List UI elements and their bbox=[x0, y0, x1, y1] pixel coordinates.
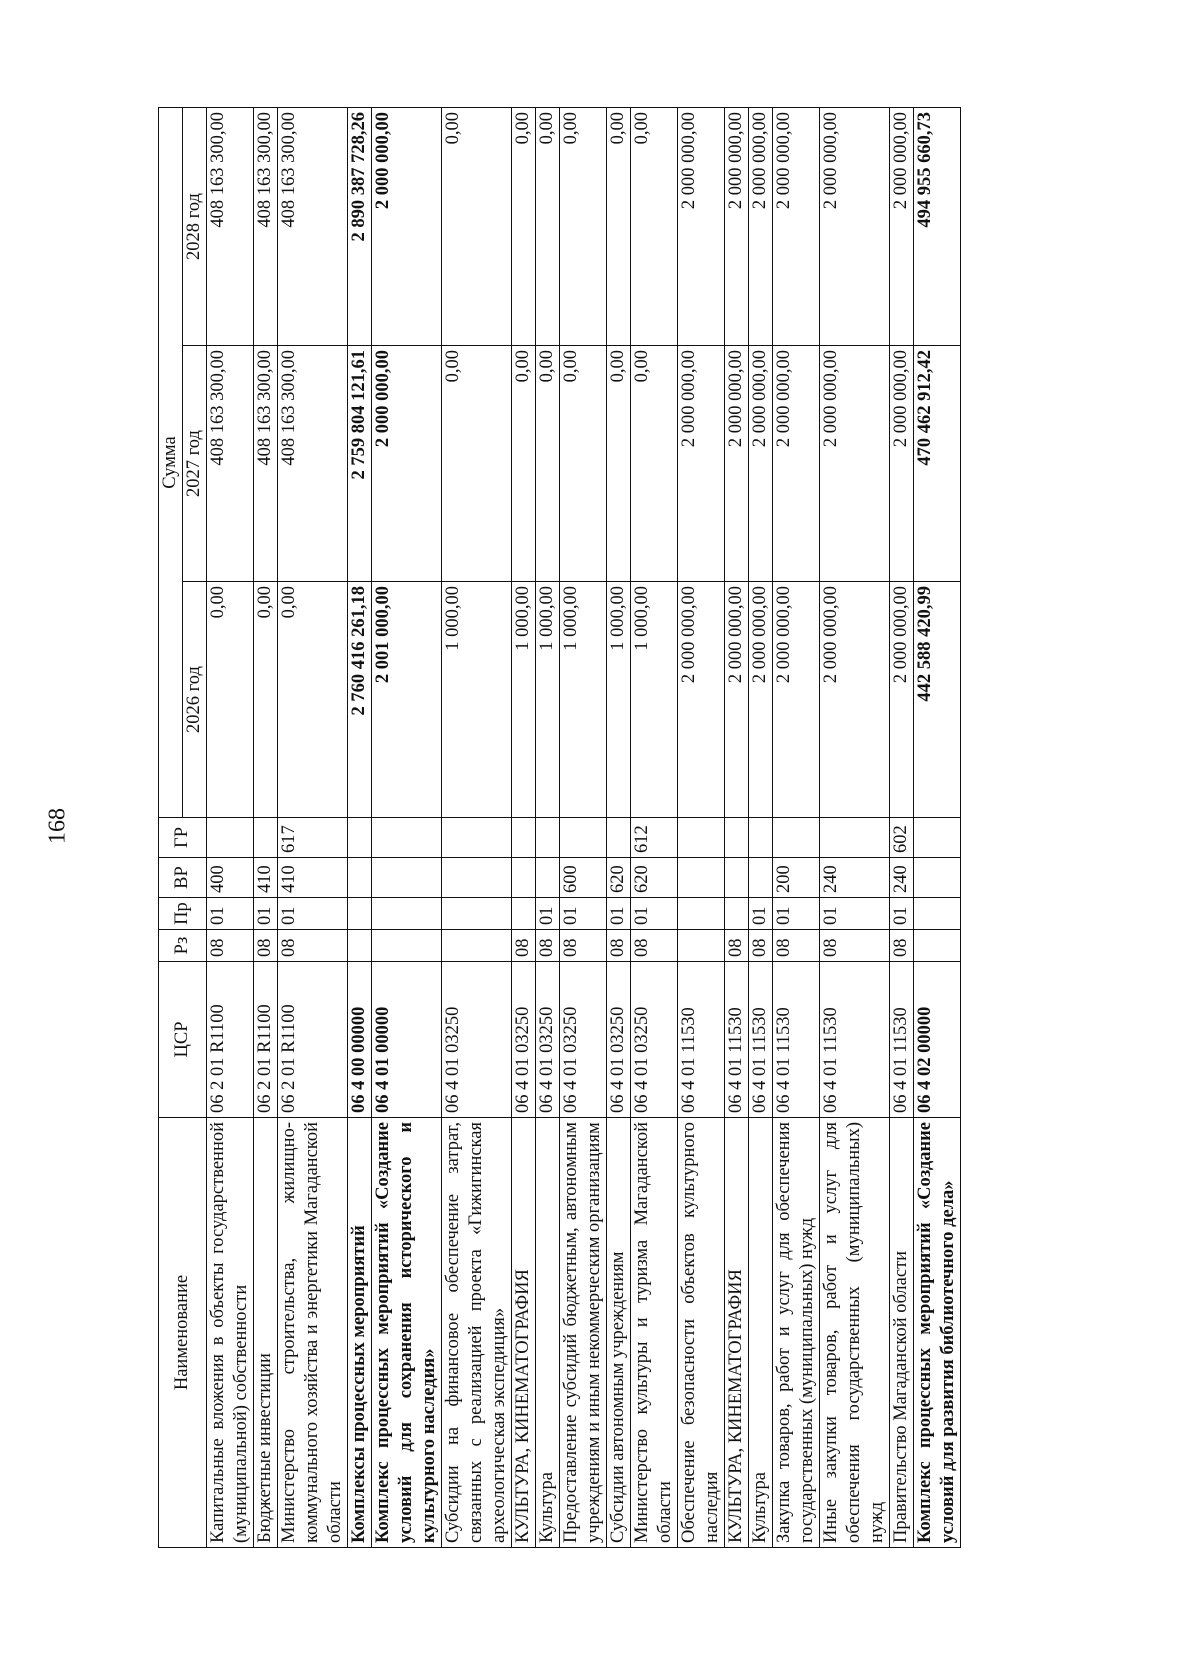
cell-rz bbox=[678, 930, 725, 962]
cell-sum-2027: 2 000 000,00 bbox=[725, 346, 749, 582]
cell-rz: 08 bbox=[607, 930, 631, 962]
cell-sum-2028: 2 890 387 728,26 bbox=[348, 107, 372, 345]
cell-csr: 06 4 01 11530 bbox=[678, 962, 725, 1118]
cell-rz bbox=[372, 930, 442, 962]
table-row bbox=[348, 107, 372, 1547]
cell-sum-2026: 2 001 000,00 bbox=[372, 582, 442, 818]
cell-name: Правительство Магаданской области bbox=[890, 1118, 914, 1548]
cell-sum-2027: 2 000 000,00 bbox=[678, 346, 725, 582]
cell-name: Предоставление субсидий бюджетным, автономным учреждениям и иным некоммерческим организациям bbox=[560, 1118, 607, 1548]
cell-sum-2028: 2 000 000,00 bbox=[820, 107, 890, 345]
cell-csr: 06 4 01 03250 bbox=[442, 962, 512, 1118]
table-row bbox=[631, 107, 678, 1547]
cell-vr bbox=[914, 858, 961, 898]
cell-rz: 08 bbox=[254, 930, 278, 962]
cell-csr: 06 4 01 03250 bbox=[631, 962, 678, 1118]
cell-gr bbox=[560, 818, 607, 858]
cell-gr bbox=[914, 818, 961, 858]
cell-pr bbox=[725, 898, 749, 930]
table-row bbox=[560, 107, 607, 1547]
rotated-table-container bbox=[158, 108, 1038, 1548]
cell-pr: 01 bbox=[820, 898, 890, 930]
table-row bbox=[678, 107, 725, 1547]
cell-sum-2028: 2 000 000,00 bbox=[678, 107, 725, 345]
cell-csr: 06 4 01 03250 bbox=[536, 962, 560, 1118]
table-row bbox=[536, 107, 560, 1547]
cell-name: КУЛЬТУРА, КИНЕМАТОГРАФИЯ bbox=[725, 1118, 749, 1548]
cell-vr bbox=[512, 858, 536, 898]
cell-rz bbox=[348, 930, 372, 962]
cell-sum-2027: 2 000 000,00 bbox=[372, 346, 442, 582]
table-row bbox=[254, 107, 278, 1547]
cell-name: Закупка товаров, работ и услуг для обеспечения государственных (муниципальных) нужд bbox=[773, 1118, 820, 1548]
cell-rz: 08 bbox=[773, 930, 820, 962]
cell-sum-2028: 0,00 bbox=[512, 107, 536, 345]
cell-sum-2028: 494 955 660,73 bbox=[914, 107, 961, 345]
cell-gr bbox=[372, 818, 442, 858]
cell-sum-2027: 0,00 bbox=[560, 346, 607, 582]
cell-sum-2027: 0,00 bbox=[442, 346, 512, 582]
cell-gr bbox=[820, 818, 890, 858]
cell-vr: 240 bbox=[820, 858, 890, 898]
cell-sum-2027: 470 462 912,42 bbox=[914, 346, 961, 582]
cell-sum-2026: 0,00 bbox=[278, 582, 348, 818]
table-body bbox=[207, 107, 961, 1547]
cell-csr: 06 4 01 11530 bbox=[820, 962, 890, 1118]
cell-vr bbox=[442, 858, 512, 898]
table-row bbox=[278, 107, 348, 1547]
cell-rz: 08 bbox=[278, 930, 348, 962]
cell-name: Бюджетные инвестиции bbox=[254, 1118, 278, 1548]
cell-sum-2026: 2 000 000,00 bbox=[890, 582, 914, 818]
cell-sum-2027: 2 000 000,00 bbox=[773, 346, 820, 582]
cell-name: Комплекс процессных мероприятий «Создание условий для сохранения исторического и культурного наследия» bbox=[372, 1118, 442, 1548]
cell-name: Капитальные вложения в объекты государственной (муниципальной) собственности bbox=[207, 1118, 254, 1548]
cell-sum-2027: 0,00 bbox=[607, 346, 631, 582]
cell-pr bbox=[372, 898, 442, 930]
cell-gr bbox=[773, 818, 820, 858]
table-row bbox=[725, 107, 749, 1547]
header-pr: Пр bbox=[159, 898, 207, 930]
cell-name: Иные закупки товаров, работ и услуг для обеспечения государственных (муниципальных) нужд bbox=[820, 1118, 890, 1548]
cell-sum-2027: 2 000 000,00 bbox=[890, 346, 914, 582]
cell-pr: 01 bbox=[749, 898, 773, 930]
budget-table bbox=[158, 107, 961, 1548]
table-row bbox=[890, 107, 914, 1547]
cell-gr: 612 bbox=[631, 818, 678, 858]
cell-pr: 01 bbox=[254, 898, 278, 930]
cell-sum-2026: 0,00 bbox=[207, 582, 254, 818]
cell-sum-2026: 1 000,00 bbox=[442, 582, 512, 818]
page-number: 168 bbox=[44, 808, 71, 844]
cell-pr: 01 bbox=[607, 898, 631, 930]
cell-sum-2026: 2 000 000,00 bbox=[725, 582, 749, 818]
cell-sum-2026: 1 000,00 bbox=[512, 582, 536, 818]
cell-sum-2027: 408 163 300,00 bbox=[254, 346, 278, 582]
cell-rz bbox=[442, 930, 512, 962]
cell-sum-2026: 1 000,00 bbox=[560, 582, 607, 818]
cell-vr: 200 bbox=[773, 858, 820, 898]
cell-pr bbox=[348, 898, 372, 930]
cell-rz: 08 bbox=[749, 930, 773, 962]
cell-name: Министерство строительства, жилищно-коммунального хозяйства и энергетики Магаданской области bbox=[278, 1118, 348, 1548]
cell-sum-2028: 408 163 300,00 bbox=[254, 107, 278, 345]
header-2026: 2026 год bbox=[183, 582, 207, 818]
cell-sum-2027: 2 000 000,00 bbox=[749, 346, 773, 582]
cell-gr bbox=[607, 818, 631, 858]
cell-sum-2028: 408 163 300,00 bbox=[278, 107, 348, 345]
cell-sum-2028: 408 163 300,00 bbox=[207, 107, 254, 345]
cell-vr bbox=[749, 858, 773, 898]
cell-csr: 06 4 01 11530 bbox=[725, 962, 749, 1118]
cell-rz bbox=[914, 930, 961, 962]
cell-sum-2027: 2 759 804 121,61 bbox=[348, 346, 372, 582]
header-2028: 2028 год bbox=[183, 107, 207, 345]
cell-gr: 617 bbox=[278, 818, 348, 858]
cell-gr bbox=[348, 818, 372, 858]
cell-sum-2028: 2 000 000,00 bbox=[773, 107, 820, 345]
header-name: Наименование bbox=[159, 1118, 207, 1548]
cell-pr bbox=[442, 898, 512, 930]
cell-pr bbox=[678, 898, 725, 930]
table-row bbox=[914, 107, 961, 1547]
cell-csr: 06 4 01 03250 bbox=[512, 962, 536, 1118]
cell-csr: 06 4 01 03250 bbox=[560, 962, 607, 1118]
cell-vr bbox=[348, 858, 372, 898]
cell-pr: 01 bbox=[560, 898, 607, 930]
table-row bbox=[442, 107, 512, 1547]
cell-vr bbox=[678, 858, 725, 898]
cell-sum-2028: 0,00 bbox=[442, 107, 512, 345]
header-rz: Рз bbox=[159, 930, 207, 962]
cell-name: КУЛЬТУРА, КИНЕМАТОГРАФИЯ bbox=[512, 1118, 536, 1548]
cell-csr: 06 4 01 11530 bbox=[890, 962, 914, 1118]
cell-vr: 620 bbox=[607, 858, 631, 898]
cell-name: Обеспечение безопасности объектов культурного наследия bbox=[678, 1118, 725, 1548]
cell-csr: 06 4 02 00000 bbox=[914, 962, 961, 1118]
cell-sum-2028: 0,00 bbox=[536, 107, 560, 345]
cell-sum-2028: 0,00 bbox=[560, 107, 607, 345]
cell-name: Субсидии на финансовое обеспечение затрат, связанных с реализацией проекта «Гижигинская археологическая экспедиция» bbox=[442, 1118, 512, 1548]
header-gr: ГР bbox=[159, 818, 207, 858]
cell-csr: 06 4 01 00000 bbox=[372, 962, 442, 1118]
cell-pr: 01 bbox=[207, 898, 254, 930]
cell-sum-2027: 2 000 000,00 bbox=[820, 346, 890, 582]
cell-gr bbox=[207, 818, 254, 858]
cell-name: Комплексы процессных мероприятий bbox=[348, 1118, 372, 1548]
cell-rz: 08 bbox=[207, 930, 254, 962]
header-vr: ВР bbox=[159, 858, 207, 898]
cell-vr: 410 bbox=[278, 858, 348, 898]
cell-gr bbox=[678, 818, 725, 858]
cell-vr: 620 bbox=[631, 858, 678, 898]
cell-csr: 06 4 00 00000 bbox=[348, 962, 372, 1118]
cell-vr bbox=[536, 858, 560, 898]
table-row bbox=[749, 107, 773, 1547]
cell-vr bbox=[725, 858, 749, 898]
cell-sum-2026: 1 000,00 bbox=[607, 582, 631, 818]
cell-rz: 08 bbox=[890, 930, 914, 962]
cell-sum-2026: 2 000 000,00 bbox=[678, 582, 725, 818]
cell-pr: 01 bbox=[278, 898, 348, 930]
cell-gr bbox=[749, 818, 773, 858]
cell-name: Комплекс процессных мероприятий «Создание условий для развития библиотечного дела» bbox=[914, 1118, 961, 1548]
cell-pr: 01 bbox=[631, 898, 678, 930]
cell-rz: 08 bbox=[536, 930, 560, 962]
header-2027: 2027 год bbox=[183, 346, 207, 582]
cell-vr: 410 bbox=[254, 858, 278, 898]
cell-sum-2028: 2 000 000,00 bbox=[890, 107, 914, 345]
cell-vr bbox=[372, 858, 442, 898]
cell-sum-2026: 2 760 416 261,18 bbox=[348, 582, 372, 818]
cell-rz: 08 bbox=[725, 930, 749, 962]
cell-gr: 602 bbox=[890, 818, 914, 858]
cell-name: Субсидии автономным учреждениям bbox=[607, 1118, 631, 1548]
table-row bbox=[372, 107, 442, 1547]
cell-vr: 600 bbox=[560, 858, 607, 898]
cell-sum-2026: 2 000 000,00 bbox=[820, 582, 890, 818]
header-sum: Сумма bbox=[159, 107, 183, 817]
cell-sum-2028: 0,00 bbox=[631, 107, 678, 345]
cell-sum-2027: 0,00 bbox=[536, 346, 560, 582]
table-row bbox=[820, 107, 890, 1547]
cell-gr bbox=[536, 818, 560, 858]
cell-gr bbox=[442, 818, 512, 858]
cell-name: Культура bbox=[536, 1118, 560, 1548]
cell-pr: 01 bbox=[890, 898, 914, 930]
cell-rz: 08 bbox=[560, 930, 607, 962]
cell-pr: 01 bbox=[536, 898, 560, 930]
cell-csr: 06 4 01 03250 bbox=[607, 962, 631, 1118]
cell-csr: 06 2 01 R1100 bbox=[254, 962, 278, 1118]
cell-rz: 08 bbox=[820, 930, 890, 962]
cell-gr bbox=[725, 818, 749, 858]
cell-sum-2028: 0,00 bbox=[607, 107, 631, 345]
cell-name: Культура bbox=[749, 1118, 773, 1548]
cell-sum-2028: 2 000 000,00 bbox=[725, 107, 749, 345]
table-row bbox=[607, 107, 631, 1547]
cell-vr: 240 bbox=[890, 858, 914, 898]
cell-csr: 06 4 01 11530 bbox=[773, 962, 820, 1118]
cell-sum-2027: 408 163 300,00 bbox=[207, 346, 254, 582]
cell-vr: 400 bbox=[207, 858, 254, 898]
cell-csr: 06 2 01 R1100 bbox=[278, 962, 348, 1118]
cell-csr: 06 2 01 R1100 bbox=[207, 962, 254, 1118]
cell-sum-2026: 1 000,00 bbox=[536, 582, 560, 818]
cell-sum-2027: 0,00 bbox=[512, 346, 536, 582]
cell-gr bbox=[254, 818, 278, 858]
table-row bbox=[773, 107, 820, 1547]
cell-pr bbox=[914, 898, 961, 930]
cell-sum-2027: 0,00 bbox=[631, 346, 678, 582]
table-row bbox=[207, 107, 254, 1547]
cell-csr: 06 4 01 11530 bbox=[749, 962, 773, 1118]
cell-sum-2026: 0,00 bbox=[254, 582, 278, 818]
cell-gr bbox=[512, 818, 536, 858]
cell-sum-2026: 1 000,00 bbox=[631, 582, 678, 818]
cell-rz: 08 bbox=[512, 930, 536, 962]
cell-sum-2027: 408 163 300,00 bbox=[278, 346, 348, 582]
cell-sum-2026: 2 000 000,00 bbox=[749, 582, 773, 818]
cell-sum-2026: 442 588 420,99 bbox=[914, 582, 961, 818]
cell-pr: 01 bbox=[773, 898, 820, 930]
cell-sum-2028: 2 000 000,00 bbox=[372, 107, 442, 345]
cell-name: Министерство культуры и туризма Магаданской области bbox=[631, 1118, 678, 1548]
cell-sum-2028: 2 000 000,00 bbox=[749, 107, 773, 345]
header-csr: ЦСР bbox=[159, 962, 207, 1118]
cell-rz: 08 bbox=[631, 930, 678, 962]
cell-sum-2026: 2 000 000,00 bbox=[773, 582, 820, 818]
cell-pr bbox=[512, 898, 536, 930]
table-row bbox=[512, 107, 536, 1547]
